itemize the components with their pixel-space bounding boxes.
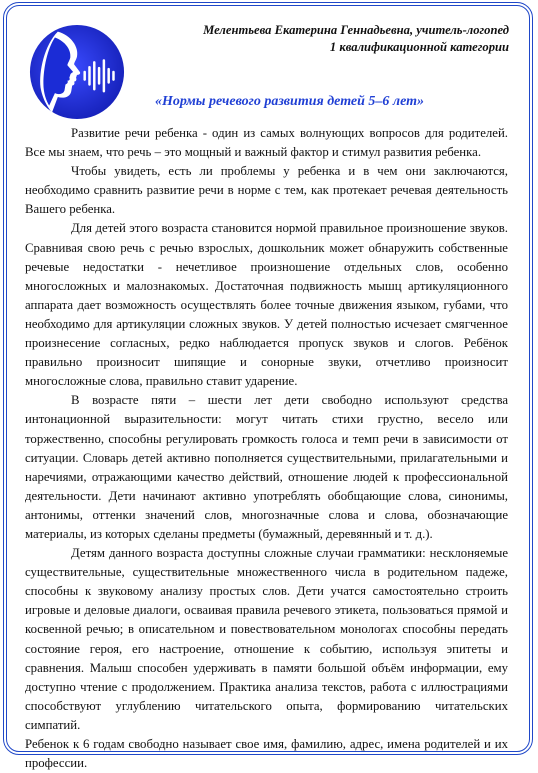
paragraph-compare: Чтобы увидеть, есть ли проблемы у ребенка и в чем они заключаются, необходимо сравнить развитие речи в норме с тем, как протекает речевая деятельность Вашего ребенка. <box>25 164 508 217</box>
speech-profile-logo-icon <box>29 24 125 120</box>
paragraph-grammar: Детям данного возраста доступны сложные случаи грамматики: несклоняемые существительные, существительные множественного числа в родительном падеже, способны к звуковому анализу простых слов. Дети учатся самостоятельно строить игровые и деловые диалоги, осваивая правила речевого этикета, пользоваться прямой и косвенной речью; в описательном и повествовательном монологах способны передать состояние героя, его настроение, отношение к событию, используя эпитеты и сравнения. Малыш способен удерживать в памяти большой объём информации, ему доступно чтение с продолжением. Практика анализа текстов, работа с иллюстрациями способствуют углублению читательского опыта, формированию читательских симпатий. <box>25 546 508 732</box>
paragraph-intro: Развитие речи ребенка - один из самых волнующих вопросов для родителей. Все мы знаем, что речь – это мощный и важный фактор и стимул развития ребенка. <box>25 126 508 160</box>
article-body <box>25 124 508 773</box>
page-frame <box>3 2 533 771</box>
category-line: 1 квалификационной категории <box>329 40 509 54</box>
paragraph-intonation: В возрасте пяти – шести лет дети свободно используют средства интонационной выразительности: могут читать стихи грустно, весело или торжественно, способны регулировать громкость голоса и темп речи в зависимости от ситуации. Словарь детей активно пополняется существительными, прилагательными и наречиями, отражающими качество действий, отношение людей к профессиональной деятельности. Дети начинают активно употреблять обобщающие слова, синонимы, антонимы, оттенки значений слов, многозначные слова и слова, обозначающие материалы, из которых сделаны предметы (бумажный, деревянный и т. д.). <box>25 393 508 541</box>
paragraph-conclusion: Ребенок к 6 годам свободно называет свое имя, фамилию, адрес, имена родителей и их профессии. <box>25 737 508 771</box>
paragraph-pronunciation: Для детей этого возраста становится нормой правильное произношение звуков. Сравнивая свою речь с речью взрослых, дошкольник может обнаружить собственные речевые недостатки - нечетливое произношение отдельных слов, особенно многосложных и малознакомых. Достаточная подвижность мышц артикуляционного аппарата дает возможность осуществлять более точные движения языком, губами, что необходимо для артикуляции сложных звуков. У детей полностью исчезает смягченное произнесение согласных, редко наблюдается пропуск звуков и слогов. Ребёнок правильно произносит шипящие и сонорные звуки, отчетливо произносит многосложные слова, правильно ставит ударение. <box>25 221 508 389</box>
author-line: Мелентьева Екатерина Геннадьевна, учитель-логопед <box>203 23 509 37</box>
author-block <box>203 22 509 56</box>
page-title: «Нормы речевого развития детей 5–6 лет» <box>155 94 425 109</box>
